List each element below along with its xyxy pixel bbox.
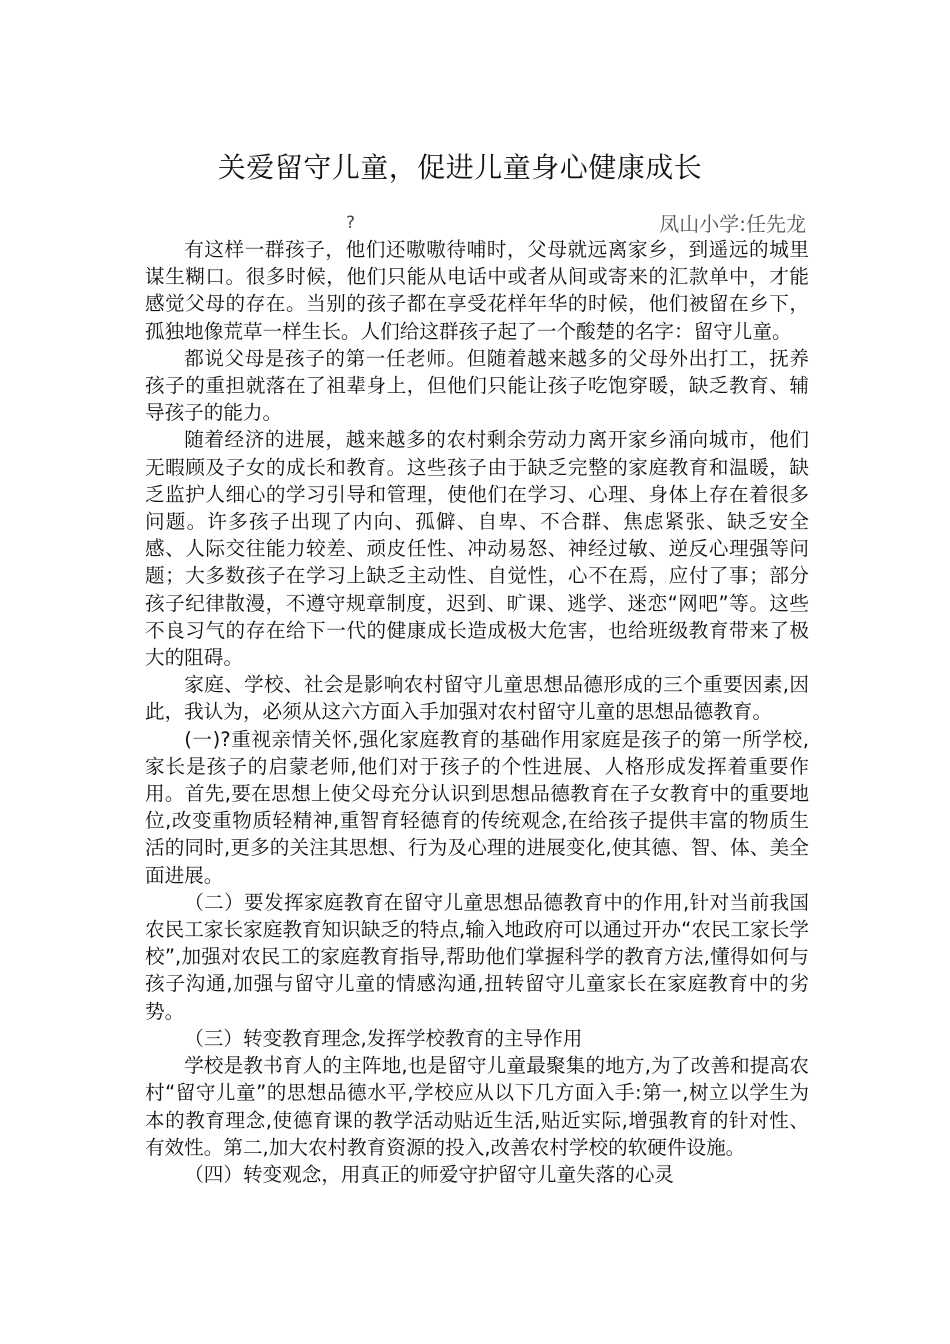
document-body <box>145 236 809 1188</box>
paragraph-economic-development: 随着经济的进展，越来越多的农村剩余劳动力离开家乡涌向城市，他们无暇顾及子女的成长和教育。这些孩子由于缺乏完整的家庭教育和温暖，缺乏监护人细心的学习引导和管理，使他们在学习、心理、身体上存在着很多问题。许多孩子出现了内向、孤僻、自卑、不合群、焦虑紧张、缺乏安全感、人际交往能力较差、顽皮任性、冲动易怒、神经过敏、逆反心理强等问题；大多数孩子在学习上缺乏主动性、自觉性，心不在焉，应付了事；部分孩子纪律散漫，不遵守规章制度，迟到、旷课、逃学、迷恋“网吧”等。这些不良习气的存在给下一代的健康成长造成极大危害，也给班级教育带来了极大的阻碍。 <box>145 428 809 670</box>
paragraph-section-two: （二）要发挥家庭教育在留守儿童思想品德教育中的作用,针对当前我国农民工家长家庭教育知识缺乏的特点,输入地政府可以通过开办“农民工家长学校”,加强对农民工的家庭教育指导,帮助他们掌握科学的教育方法,懂得如何与孩子沟通,加强与留守儿童的情感沟通,扭转留守儿童家长在家庭教育中的劣势。 <box>145 890 809 1023</box>
paragraph-three-factors: 家庭、学校、社会是影响农村留守儿童思想品德形成的三个重要因素,因此，我认为，必须从这六方面入手加强对农村留守儿童的思想品德教育。 <box>145 673 809 724</box>
paragraph-intro: 有这样一群孩子，他们还嗷嗷待哺时，父母就远离家乡，到遥远的城里谋生糊口。很多时候，他们只能从电话中或者从间或寄来的汇款单中，才能感觉父母的存在。当别的孩子都在享受花样年华的时候，他们被留在乡下，孤独地像荒草一样生长。人们给这群孩子起了一个酸楚的名字：留守儿童。 <box>145 238 809 343</box>
heading-section-four: （四）转变观念，用真正的师爱守护留守儿童失落的心灵 <box>184 1162 675 1186</box>
document-title: 关爱留守儿童，促进儿童身心健康成长 <box>217 151 703 184</box>
paragraph-section-one: (一)?重视亲情关怀,强化家庭教育的基础作用家庭是孩子的第一所学校,家长是孩子的启蒙老师,他们对于孩子的个性进展、人格形成发挥着重要作用。首先,要在思想上使父母充分认识到思想品德教育在子女教育中的重要地位,改变重物质轻精神,重智育轻德育的传统观念,在给孩子提供丰富的物质生活的同时,更多的关注其思想、行为及心理的进展变化,使其德、智、体、美全面进展。 <box>145 727 809 887</box>
author-byline: 凤山小学:任先龙 <box>659 212 806 236</box>
paragraph-parents-first-teacher: 都说父母是孩子的第一任老师。但随着越来越多的父母外出打工，抚养孩子的重担就落在了祖辈身上，但他们只能让孩子吃饱穿暖，缺乏教育、辅导孩子的能力。 <box>145 346 809 425</box>
heading-section-three: （三）转变教育理念,发挥学校教育的主导作用 <box>184 1026 583 1050</box>
unknown-glyph-marker: ? <box>346 213 356 233</box>
paragraph-school-role: 学校是教书育人的主阵地,也是留守儿童最聚集的地方,为了改善和提高农村“留守儿童”的思想品德水平,学校应从以下几方面入手:第一,树立以学生为本的教育理念,使德育课的教学活动贴近生活,贴近实际,增强教育的针对性、有效性。第二,加大农村教育资源的投入,改善农村学校的软硬件设施。 <box>145 1054 809 1159</box>
